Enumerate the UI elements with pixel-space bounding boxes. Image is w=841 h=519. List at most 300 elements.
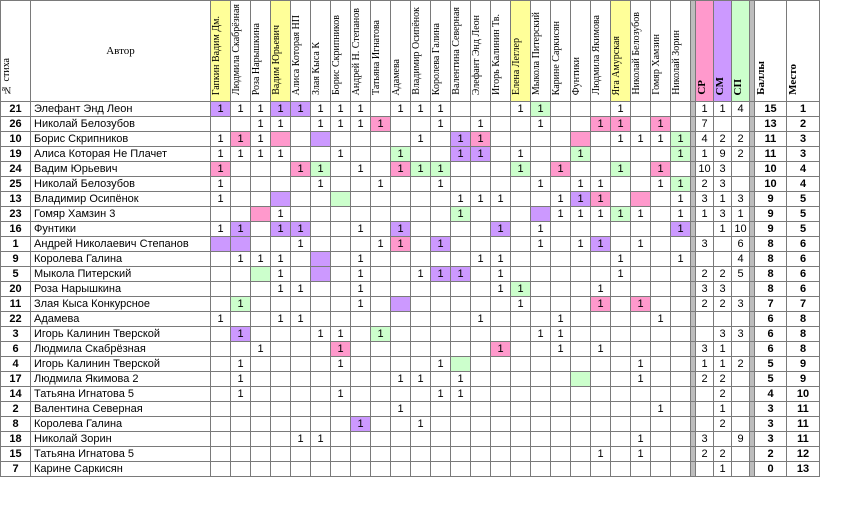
stat-sm [714,252,732,267]
header-juror-label: Николай Белозубов [631,12,642,96]
stanza-number: 22 [1,312,31,327]
juror-mark [511,237,531,252]
juror-mark: 1 [231,252,251,267]
stat-sr [696,402,714,417]
juror-mark [411,342,431,357]
juror-mark: 1 [391,402,411,417]
table-row [1,237,820,252]
juror-mark [331,207,351,222]
place-value: 6 [787,237,820,252]
place-value: 11 [787,432,820,447]
juror-mark [551,372,571,387]
juror-mark [511,327,531,342]
stat-sp: 3 [732,297,750,312]
score-value: 3 [755,402,787,417]
stanza-number: 24 [1,162,31,177]
stat-sr: 4 [696,132,714,147]
table-row [1,372,820,387]
header-juror [391,1,411,102]
juror-mark [511,192,531,207]
header-juror [471,1,491,102]
juror-mark [291,192,311,207]
juror-mark: 1 [411,417,431,432]
juror-mark: 1 [611,117,631,132]
juror-mark: 1 [451,132,471,147]
juror-mark: 1 [611,102,631,117]
juror-mark: 1 [251,252,271,267]
juror-mark: 1 [651,117,671,132]
juror-mark [491,132,511,147]
header-juror-label: Карине Саркисян [551,20,562,96]
place-value: 4 [787,177,820,192]
juror-mark [671,432,691,447]
table-row [1,312,820,327]
juror-mark [591,312,611,327]
juror-mark [291,267,311,282]
juror-mark [331,267,351,282]
juror-mark: 1 [471,117,491,132]
juror-mark: 1 [431,117,451,132]
juror-mark [371,462,391,477]
juror-mark [631,252,651,267]
juror-mark [531,147,551,162]
juror-mark [351,387,371,402]
juror-mark [451,252,471,267]
author-name: Мыкола Питерский [31,267,211,282]
place-value: 3 [787,147,820,162]
juror-mark [311,252,331,267]
juror-mark [271,177,291,192]
juror-mark [591,417,611,432]
juror-mark: 1 [511,282,531,297]
juror-mark: 1 [431,177,451,192]
stat-sp: 3 [732,327,750,342]
header-juror [611,1,631,102]
score-value: 4 [755,387,787,402]
stat-sp: 10 [732,222,750,237]
juror-mark [531,357,551,372]
juror-mark: 1 [611,267,631,282]
juror-mark: 1 [471,132,491,147]
juror-mark [451,447,471,462]
juror-mark [331,462,351,477]
stat-sp: 1 [732,207,750,222]
stat-sp [732,387,750,402]
juror-mark [471,177,491,192]
header-row [1,1,820,102]
table-row [1,162,820,177]
juror-mark [451,177,471,192]
juror-mark: 1 [271,207,291,222]
header-juror [251,1,271,102]
juror-mark [631,402,651,417]
header-juror [291,1,311,102]
stat-sp [732,462,750,477]
juror-mark [451,402,471,417]
stat-sr [696,327,714,342]
juror-mark [611,417,631,432]
header-juror-label: Алиса Которая НП [291,14,302,96]
juror-mark [671,402,691,417]
place-value: 6 [787,267,820,282]
juror-mark [551,222,571,237]
stat-sp: 2 [732,147,750,162]
juror-mark: 1 [351,417,371,432]
juror-mark [211,297,231,312]
juror-mark [531,192,551,207]
juror-mark [411,297,431,312]
juror-mark: 1 [351,282,371,297]
juror-mark: 1 [391,222,411,237]
juror-mark [611,372,631,387]
juror-mark: 1 [571,237,591,252]
juror-mark [631,162,651,177]
author-name: Валентина Северная [31,402,211,417]
juror-mark: 1 [451,372,471,387]
header-stat-label: СМ [714,76,726,96]
juror-mark [531,387,551,402]
juror-mark [371,282,391,297]
juror-mark [531,252,551,267]
header-juror-label: Адамева [391,58,402,96]
stat-sm: 3 [714,162,732,177]
score-value: 15 [755,102,787,117]
juror-mark: 1 [351,162,371,177]
juror-mark [671,162,691,177]
juror-mark [211,402,231,417]
juror-mark [591,267,611,282]
juror-mark: 1 [671,147,691,162]
juror-mark [331,192,351,207]
table-row [1,177,820,192]
juror-mark [611,342,631,357]
stanza-number: 11 [1,297,31,312]
juror-mark [591,102,611,117]
juror-mark: 1 [351,252,371,267]
stanza-number: 10 [1,132,31,147]
stat-sr: 2 [696,447,714,462]
juror-mark [251,237,271,252]
juror-mark [491,237,511,252]
juror-mark: 1 [351,117,371,132]
juror-mark [391,417,411,432]
juror-mark [291,297,311,312]
stat-sp: 5 [732,267,750,282]
juror-mark [531,267,551,282]
score-value: 9 [755,207,787,222]
juror-mark [271,417,291,432]
juror-mark [231,447,251,462]
juror-mark [311,222,331,237]
juror-mark: 1 [611,162,631,177]
juror-mark: 1 [271,282,291,297]
juror-mark [551,252,571,267]
stat-sr: 1 [696,102,714,117]
juror-mark [351,372,371,387]
table-row [1,147,820,162]
stat-sr: 3 [696,192,714,207]
juror-mark [551,267,571,282]
juror-mark [671,327,691,342]
juror-mark [271,462,291,477]
juror-mark [251,222,271,237]
juror-mark [591,162,611,177]
stanza-number: 6 [1,342,31,357]
stanza-number: 9 [1,252,31,267]
stanza-number: 2 [1,402,31,417]
juror-mark: 1 [211,192,231,207]
juror-mark [371,252,391,267]
juror-mark [371,222,391,237]
place-value: 6 [787,252,820,267]
juror-mark [631,462,651,477]
juror-mark: 1 [251,132,271,147]
place-value: 8 [787,312,820,327]
juror-mark: 1 [591,282,611,297]
juror-mark [431,222,451,237]
juror-mark [511,432,531,447]
juror-mark: 1 [491,192,511,207]
author-name: Игорь Калинин Тверской [31,327,211,342]
juror-mark [511,117,531,132]
juror-mark [471,402,491,417]
header-juror [331,1,351,102]
juror-mark: 1 [511,297,531,312]
score-value: 9 [755,192,787,207]
juror-mark [451,237,471,252]
juror-mark [671,297,691,312]
juror-mark [511,312,531,327]
juror-mark [651,357,671,372]
juror-mark [371,207,391,222]
juror-mark [371,402,391,417]
stat-sm: 2 [714,267,732,282]
juror-mark [351,237,371,252]
juror-mark [291,132,311,147]
header-place [787,1,820,102]
header-author [31,1,211,102]
juror-mark [411,402,431,417]
juror-mark: 1 [551,312,571,327]
juror-mark [251,462,271,477]
header-juror-label: Злая Кыса К [311,42,322,96]
juror-mark [571,132,591,147]
juror-mark: 1 [231,102,251,117]
author-name: Татьяна Игнатова 5 [31,447,211,462]
juror-mark [371,102,391,117]
place-value: 5 [787,192,820,207]
juror-mark [491,102,511,117]
header-juror-label: Николай Зорин [671,30,682,96]
juror-mark: 1 [291,102,311,117]
stat-sp [732,282,750,297]
place-value: 9 [787,357,820,372]
place-value: 5 [787,222,820,237]
juror-mark: 1 [211,102,231,117]
juror-mark [291,147,311,162]
stat-sp: 3 [732,192,750,207]
juror-mark [571,342,591,357]
juror-mark: 1 [651,162,671,177]
stat-sp [732,342,750,357]
stat-sp: 4 [732,102,750,117]
juror-mark [391,297,411,312]
juror-mark: 1 [291,162,311,177]
juror-mark [591,252,611,267]
juror-mark [391,192,411,207]
juror-mark: 1 [211,162,231,177]
juror-mark [291,252,311,267]
header-juror [531,1,551,102]
juror-mark [231,312,251,327]
juror-mark [571,162,591,177]
juror-mark [391,447,411,462]
juror-mark [631,282,651,297]
place-value: 4 [787,162,820,177]
table-row [1,357,820,372]
stat-sp: 4 [732,252,750,267]
header-juror [551,1,571,102]
stat-sr: 1 [696,357,714,372]
stat-sm: 1 [714,222,732,237]
juror-mark [291,357,311,372]
juror-mark [311,312,331,327]
score-value: 13 [755,117,787,132]
juror-mark: 1 [671,252,691,267]
juror-mark [451,357,471,372]
juror-mark [231,402,251,417]
stat-sm: 2 [714,132,732,147]
juror-mark: 1 [331,327,351,342]
juror-mark: 1 [231,132,251,147]
juror-mark [211,267,231,282]
stat-sp [732,447,750,462]
juror-mark [551,462,571,477]
juror-mark [571,312,591,327]
juror-mark [271,132,291,147]
juror-mark [211,342,231,357]
juror-mark [651,297,671,312]
juror-mark: 1 [231,387,251,402]
juror-mark [531,312,551,327]
juror-mark: 1 [511,162,531,177]
juror-mark [651,192,671,207]
table-row [1,252,820,267]
juror-mark [211,372,231,387]
juror-mark [471,267,491,282]
juror-mark [491,462,511,477]
juror-mark: 1 [291,237,311,252]
juror-mark [211,282,231,297]
table-row [1,282,820,297]
juror-mark [611,177,631,192]
juror-mark [631,327,651,342]
juror-mark [471,282,491,297]
header-juror-label: Людмила Скабрёзная [231,4,242,96]
juror-mark: 1 [611,132,631,147]
juror-mark [531,342,551,357]
juror-mark [571,282,591,297]
juror-mark: 1 [371,237,391,252]
table-row [1,342,820,357]
juror-mark [371,447,391,462]
juror-mark [391,282,411,297]
juror-mark [231,342,251,357]
juror-mark [251,357,271,372]
table-row [1,402,820,417]
stat-sr: 2 [696,372,714,387]
juror-mark: 1 [391,372,411,387]
juror-mark: 1 [471,147,491,162]
juror-mark: 1 [591,447,611,462]
juror-mark [511,417,531,432]
stanza-number: 25 [1,177,31,192]
juror-mark [571,327,591,342]
juror-mark: 1 [571,177,591,192]
juror-mark [611,297,631,312]
juror-mark [611,282,631,297]
juror-mark [511,132,531,147]
juror-mark [491,402,511,417]
author-name: Карине Саркисян [31,462,211,477]
juror-mark: 1 [591,177,611,192]
table-row [1,387,820,402]
juror-mark [351,177,371,192]
juror-mark [251,372,271,387]
juror-mark: 1 [311,162,331,177]
juror-mark [351,357,371,372]
header-stat [732,1,750,102]
juror-mark [311,282,331,297]
juror-mark [491,312,511,327]
author-name: Адамева [31,312,211,327]
score-value: 10 [755,177,787,192]
juror-mark [371,372,391,387]
juror-mark: 1 [531,177,551,192]
juror-mark [511,447,531,462]
stat-sr: 3 [696,237,714,252]
juror-mark [531,417,551,432]
juror-mark: 1 [631,132,651,147]
juror-mark [511,462,531,477]
juror-mark [311,402,331,417]
juror-mark [311,357,331,372]
score-value: 11 [755,147,787,162]
header-juror-label: Яга Амурская [611,35,622,96]
juror-mark [591,132,611,147]
juror-mark [451,102,471,117]
place-value: 11 [787,402,820,417]
juror-mark [611,402,631,417]
stat-sr: 3 [696,282,714,297]
juror-mark [311,462,331,477]
juror-mark [231,282,251,297]
juror-mark: 1 [251,102,271,117]
juror-mark [291,402,311,417]
juror-mark: 1 [291,312,311,327]
juror-mark [611,192,631,207]
stat-sm: 3 [714,207,732,222]
header-juror-label: Людмила Якимова [591,15,602,96]
juror-mark [391,132,411,147]
juror-mark [431,207,451,222]
juror-mark [651,447,671,462]
juror-mark [491,297,511,312]
juror-mark: 1 [411,132,431,147]
juror-mark [551,402,571,417]
juror-mark: 1 [351,267,371,282]
juror-mark [231,237,251,252]
